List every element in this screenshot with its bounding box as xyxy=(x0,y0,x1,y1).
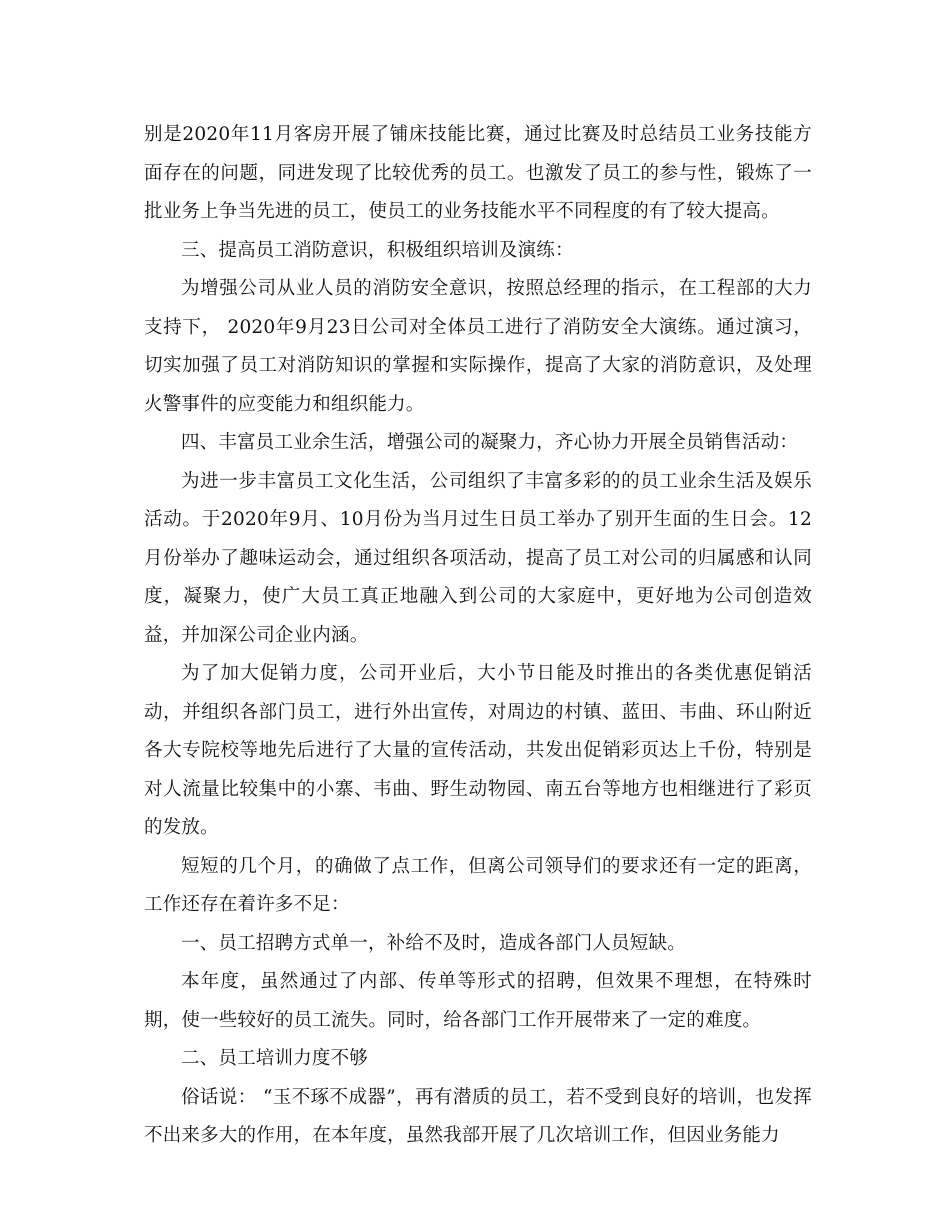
paragraph-fire-drill: 为增强公司从业人员的消防安全意识，按照总经理的指示，在工程部的大力支持下， 2020年9月23日公司对全体员工进行了消防安全大演练。通过演习，切实加强了员工对消防知识的掌握和实际操作，提高了大家的消防意识，及处理火警事件的应变能力和组织能力。 xyxy=(144,278,812,415)
paragraph-promotion-activities: 为了加大促销力度，公司开业后，大小节日能及时推出的各类优惠促销活动，并组织各部门员工，进行外出宣传，对周边的村镇、蓝田、韦曲、环山附近各大专院校等地先后进行了大量的宣传活动，共发出促销彩页达上千份，特别是对人流量比较集中的小寨、韦曲、野生动物园、南五台等地方也相继进行了彩页的发放。 xyxy=(144,663,812,838)
paragraph-shortcomings-intro: 短短的几个月，的确做了点工作，但离公司领导们的要求还有一定的距离，工作还存在着许多不足： xyxy=(144,855,812,915)
paragraph-continuation-skills-contest: 别是2020年11月客房开展了铺床技能比赛，通过比赛及时总结员工业务技能方面存在的问题，同进发现了比较优秀的员工。也激发了员工的参与性，锻炼了一批业务上争当先进的员工，使员工的业务技能水平不同程度的有了较大提高。 xyxy=(144,124,812,222)
document-body xyxy=(144,116,812,1156)
heading-fire-safety: 三、提高员工消防意识，积极组织培训及演练： xyxy=(181,239,574,261)
paragraph-training-detail: 俗话说： “玉不琢不成器”，再有潜质的员工，若不受到良好的培训，也发挥不出来多大的作用，在本年度，虽然我部开展了几次培训工作，但因业务能力 xyxy=(144,1086,812,1146)
heading-employee-activities: 四、丰富员工业余生活，增强公司的凝聚力，齐心协力开展全员销售活动： xyxy=(181,432,799,453)
paragraph-recruitment-detail: 本年度，虽然通过了内部、传单等形式的招聘，但效果不理想，在特殊时期，使一些较好的员工流失。同时，给各部门工作开展带来了一定的难度。 xyxy=(144,971,812,1031)
heading-training-issue: 二、员工培训力度不够 xyxy=(181,1048,369,1069)
heading-recruitment-issue: 一、员工招聘方式单一，补给不及时，造成各部门人员短缺。 xyxy=(181,932,686,954)
paragraph-cultural-activities: 为进一步丰富员工文化生活，公司组织了丰富多彩的的员工业余生活及娱乐活动。于2020年9月、10月份为当月过生日员工举办了别开生面的生日会。12月份举办了趣味运动会，通过组织各项活动，提高了员工对公司的归属感和认同度，凝聚力，使广大员工真正地融入到公司的大家庭中，更好地为公司创造效益，并加深公司企业内涵。 xyxy=(144,470,812,646)
